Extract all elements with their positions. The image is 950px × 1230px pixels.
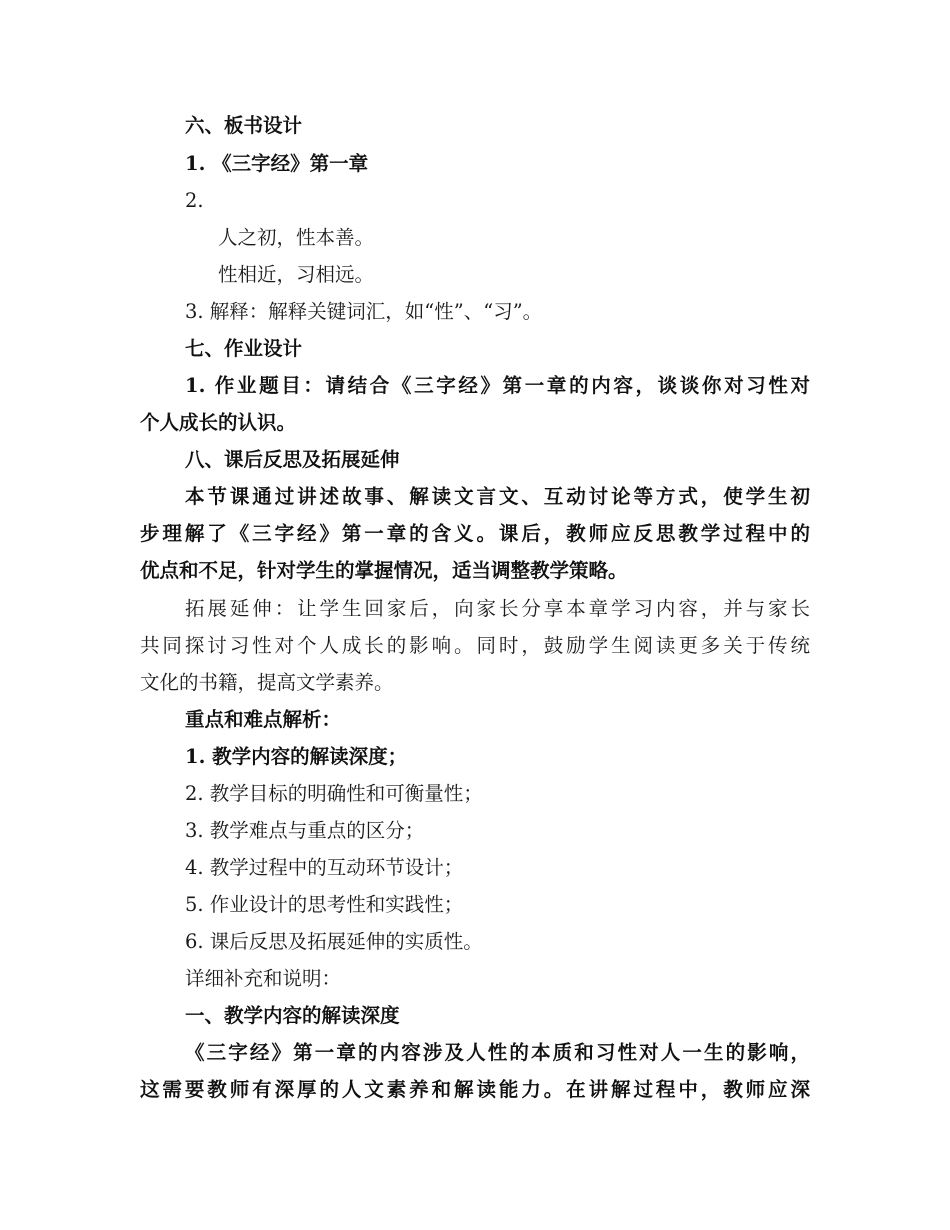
homework-line-1: 1. 作业题目：请结合《三字经》第一章的内容，谈谈你对习性对 [185, 374, 810, 397]
extension-line-1: 拓展延伸：让学生回家后，向家长分享本章学习内容，并与家长 [185, 597, 810, 620]
board-item-3: 3. 解释：解释关键词汇，如“性”、“习”。 [185, 300, 543, 323]
reflection-line-1: 本节课通过讲述故事、解读文言文、互动讨论等方式，使学生初 [185, 485, 810, 508]
key-points-heading: 重点和难点解析： [185, 708, 342, 731]
content-depth-line-1: 《三字经》第一章的内容涉及人性的本质和习性对人一生的影响， [185, 1041, 810, 1064]
key-point-6: 6. 课后反思及拓展延伸的实质性。 [185, 930, 483, 953]
section-heading-content-depth: 一、教学内容的解读深度 [185, 1004, 400, 1027]
reflection-line-3: 优点和不足，针对学生的掌握情况，适当调整教学策略。 [140, 559, 628, 582]
homework-line-2: 个人成长的认识。 [140, 411, 297, 434]
key-point-2: 2. 教学目标的明确性和可衡量性； [185, 782, 483, 805]
board-item-2: 2. [185, 189, 204, 212]
extension-line-3: 文化的书籍，提高文学素养。 [140, 671, 394, 694]
key-point-1: 1. 教学内容的解读深度； [185, 745, 408, 768]
verse-line-2: 性相近，习相远。 [218, 263, 375, 286]
key-point-3: 3. 教学难点与重点的区分； [185, 819, 425, 842]
section-heading-homework: 七、作业设计 [185, 337, 303, 360]
key-point-5: 5. 作业设计的思考性和实践性； [185, 893, 464, 916]
section-heading-reflection: 八、课后反思及拓展延伸 [185, 448, 400, 471]
board-item-1: 1. 《三字经》第一章 [185, 152, 369, 175]
content-depth-line-2: 这需要教师有深厚的人文素养和解读能力。在讲解过程中，教师应深 [140, 1078, 810, 1101]
supplement-heading: 详细补充和说明： [185, 967, 342, 990]
section-heading-board-design: 六、板书设计 [185, 114, 303, 137]
verse-line-1: 人之初，性本善。 [218, 226, 375, 249]
reflection-line-2: 步理解了《三字经》第一章的含义。课后，教师应反思教学过程中的 [140, 522, 810, 545]
extension-line-2: 共同探讨习性对个人成长的影响。同时，鼓励学生阅读更多关于传统 [140, 634, 810, 657]
key-point-4: 4. 教学过程中的互动环节设计； [185, 856, 464, 879]
